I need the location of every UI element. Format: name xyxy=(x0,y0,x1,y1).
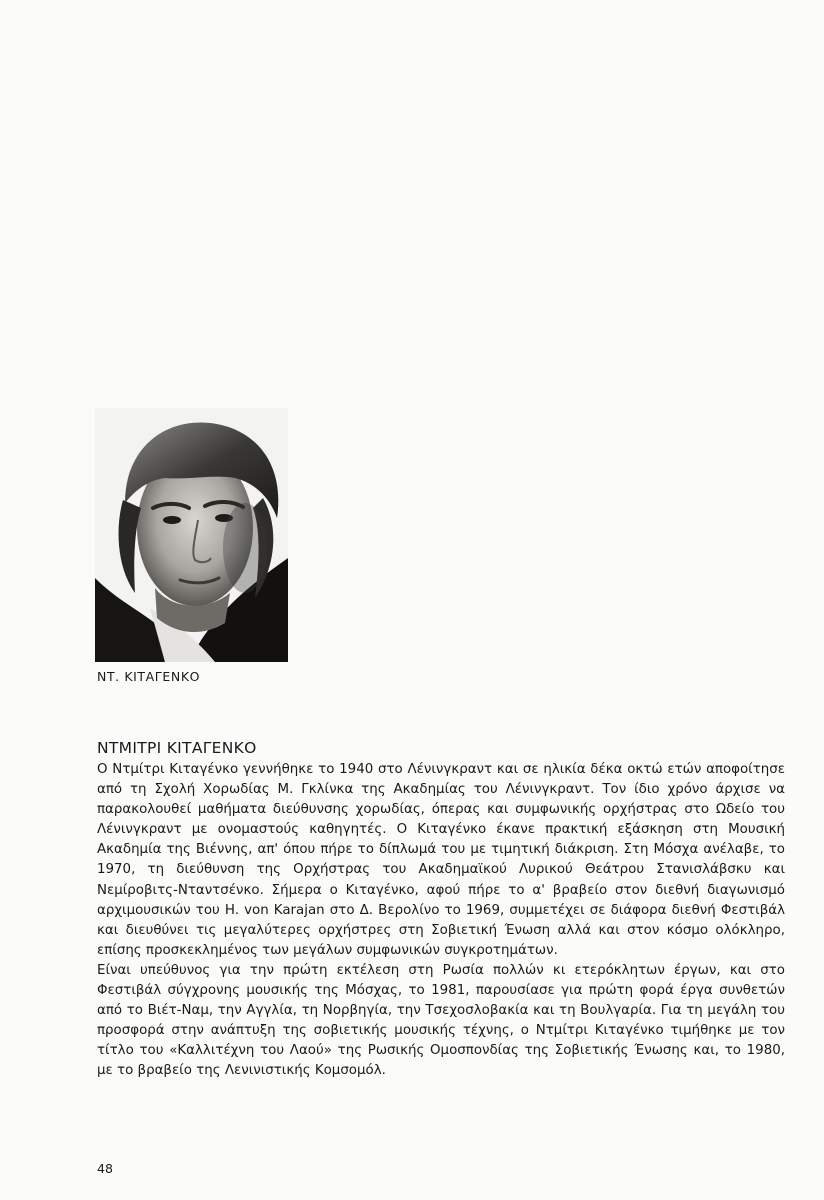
biography-paragraph-2: Είναι υπεύθυνος για την πρώτη εκτέλεση στη Ρωσία πολλών κι ετερόκλητων έργων, και στο Φεστιβάλ σύγχρονης μουσικής της Μόσχας, το 1981, παρουσίασε για πρώτη φορά έργα συνθετών από το Βιέτ-Ναμ, την Αγγλία, τη Νορβηγία, την Τσεχοσλοβακία και τη Βουλγαρία. Για τη μεγάλη του προσφορά στην ανάπτυξη της σοβιετικής μουσικής τέχνης, ο Ντμίτρι Κιταγένκο τιμήθηκε με τον τίτλο του «Καλλιτέχνη του Λαού» της Ρωσικής Ομοσπονδίας της Σοβιετικής Ένωσης και, το 1980, με το βραβείο της Λενινιστικής Κομσομόλ. xyxy=(97,962,785,1079)
biography-title: ΝΤΜΙΤΡΙ ΚΙΤΑΓΕΝΚΟ xyxy=(97,739,257,757)
portrait-photo xyxy=(95,408,288,662)
page-number: 48 xyxy=(97,1161,113,1176)
biography-paragraph-1: Ο Ντμίτρι Κιταγένκο γεννήθηκε το 1940 στο Λένινγκραντ και σε ηλικία δέκα οκτώ ετών αποφοίτησε από τη Σχολή Χορωδίας Μ. Γκλίνκα της Ακαδημίας του Λένινγκραντ. Τον ίδιο χρόνο άρχισε να παρακολουθεί μαθήματα διεύθυνσης χορωδίας, όπερας και συμφωνικής ορχήστρας στο Ωδείο του Λένινγκραντ με ονομαστούς καθηγητές. Ο Κιταγένκο έκανε πρακτική εξάσκηση στη Μουσική Ακαδημία της Βιέννης, απ' όπου πήρε το δίπλωμά του με τιμητική διάκριση. Στη Μόσχα ανέλαβε, το 1970, τη διεύθυνση της Ορχήστρας του Ακαδημαϊκού Λυρικού Θεάτρου Στανισλάβσκυ και Νεμίροβιτς-Νταντσένκο. Σήμερα ο Κιταγένκο, αφού πήρε το α' βραβείο στον διεθνή διαγωνισμό αρχιμουσικών του H. von Karajan στο Δ. Βερολίνο το 1969, συμμετέχει σε διάφορα διεθνή Φεστιβάλ και διευθύνει τις μεγαλύτερες ορχήστρες στη Σοβιετική Ένωση αλλά και στον κόσμο ολόκληρο, επίσης προσκεκλημένος των μεγάλων συμφωνικών συγκροτημάτων. xyxy=(97,762,785,958)
portrait-illustration xyxy=(95,408,288,662)
photo-caption: ΝΤ. ΚΙΤΑΓΕΝΚΟ xyxy=(97,669,201,684)
biography-section xyxy=(97,738,785,1082)
